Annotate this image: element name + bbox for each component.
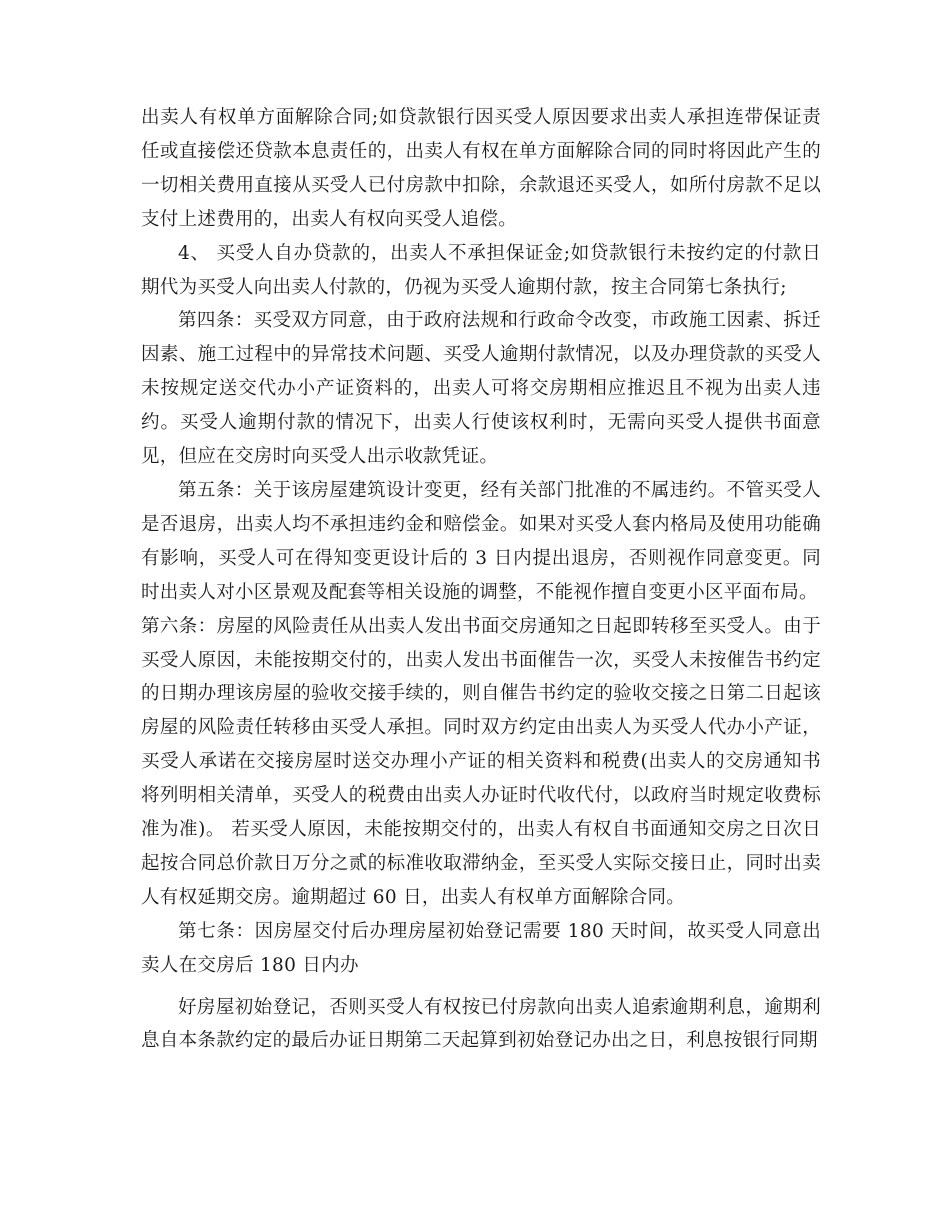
paragraph-1: 出卖人有权单方面解除合同;如贷款银行因买受人原因要求出卖人承担连带保证责任或直接偿还贷款本息责任的，出卖人有权在单方面解除合同的同时将因此产生的一切相关费用直接从买受人已付房款中扣除，余款退还买受人，如所付房款不足以支付上述费用的，出卖人有权向买受人追偿。: [141, 107, 821, 230]
paragraph-2: 4、 买受人自办贷款的，出卖人不承担保证金;如贷款银行未按约定的付款日期代为买受人向出卖人付款的，仍视为买受人逾期付款，按主合同第七条执行;: [141, 242, 821, 298]
document-page: [141, 101, 821, 1058]
paragraph-article-4: 第四条：买受双方同意，由于政府法规和行政命令改变，市政施工因素、拆迁因素、施工过程中的异常技术问题、买受人逾期付款情况，以及办理贷款的买受人未按规定送交代办小产证资料的，出卖人可将交房期相应推迟且不视为出卖人违约。买受人逾期付款的情况下，出卖人行使该权利时，无需向买受人提供书面意见，但应在交房时向买受人出示收款凭证。: [141, 310, 821, 468]
paragraph-article-7-continued: 好房屋初始登记，否则买受人有权按已付房款向出卖人追索逾期利息，逾期利息自本条款约定的最后办证日期第二天起算到初始登记办出之日，利息按银行同期: [141, 996, 821, 1052]
paragraph-article-5: 第五条：关于该房屋建筑设计变更，经有关部门批准的不属违约。不管买受人是否退房，出卖人均不承担违约金和赔偿金。如果对买受人套内格局及使用功能确有影响，买受人可在得知变更设计后的 3 日内提出退房，否则视作同意变更。同时出卖人对小区景观及配套等相关设施的调整，不能视作擅自变更小区平面布局。: [141, 479, 821, 603]
paragraph-article-7: 第七条：因房屋交付后办理房屋初始登记需要 180 天时间，故买受人同意出卖人在交房后 180 日内办: [141, 920, 821, 976]
paragraph-article-6: 第六条：房屋的风险责任从出卖人发出书面交房通知之日起即转移至买受人。由于买受人原因，未能按期交付的，出卖人发出书面催告一次，买受人未按催告书约定的日期办理该房屋的验收交接手续的，则自催告书约定的验收交接之日第二日起该房屋的风险责任转移由买受人承担。同时双方约定由出卖人为买受人代办小产证，买受人承诺在交接房屋时送交办理小产证的相关资料和税费(出卖人的交房通知书将列明相关清单，买受人的税费由出卖人办证时代收代付，以政府当时规定收费标准为准)。 若买受人原因，未能按期交付的，出卖人有权自书面通知交房之日次日起按合同总价款日万分之贰的标准收取滞纳金，至买受人实际交接日止，同时出卖人有权延期交房。逾期超过 60 日，出卖人有权单方面解除合同。: [141, 615, 821, 908]
